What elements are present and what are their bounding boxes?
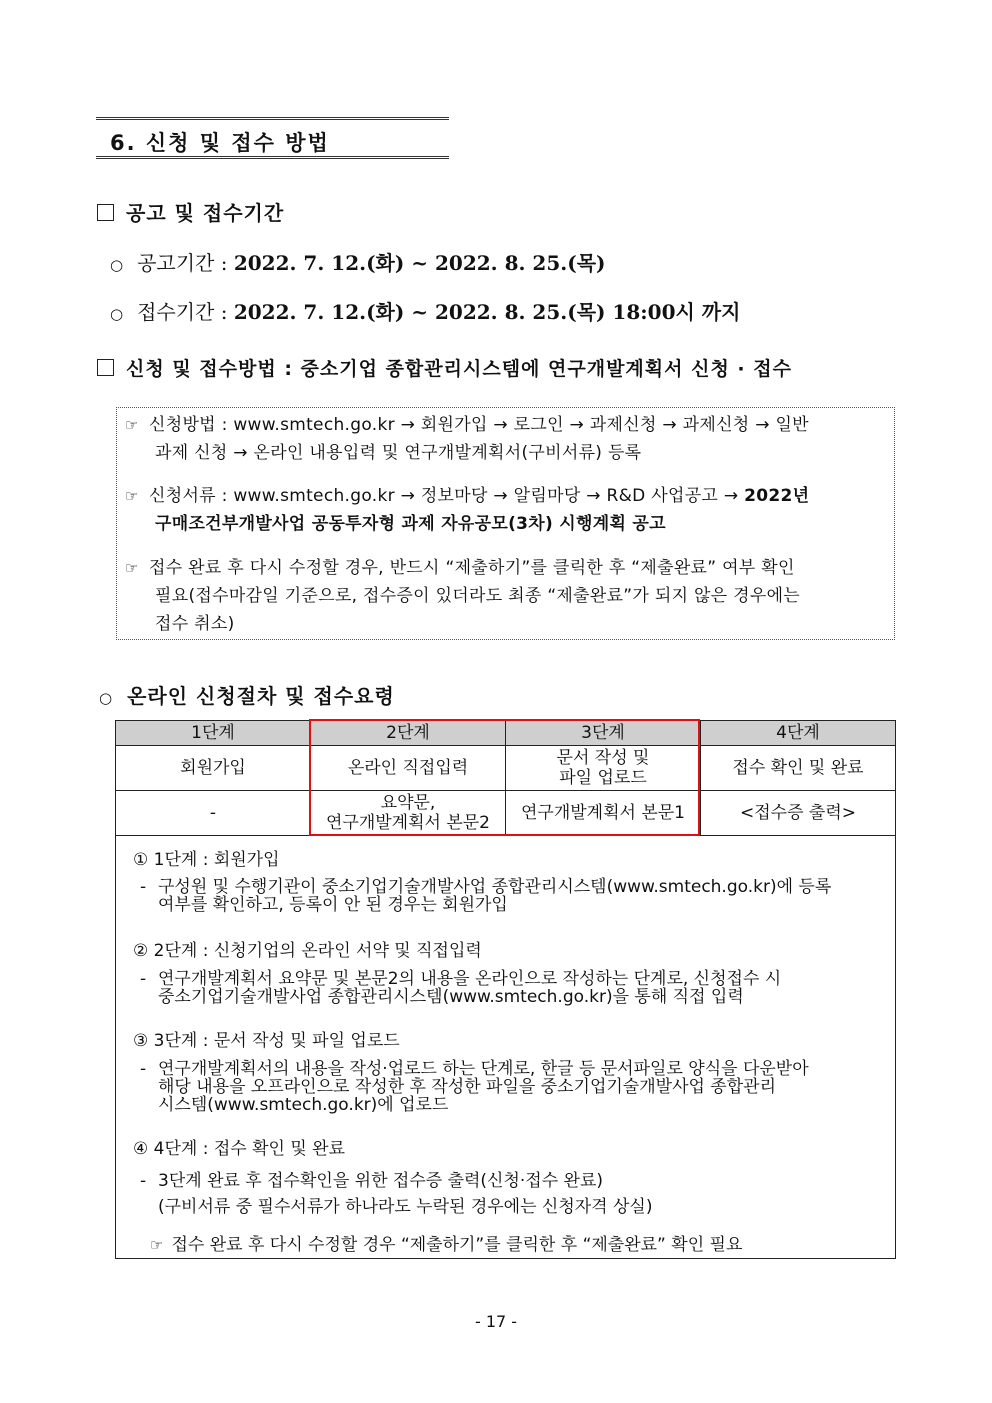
highlight-box-steps-2-3 — [309, 719, 700, 836]
cell-line: 파일 업로드 — [559, 768, 647, 788]
header-step-1: 1단계 — [116, 721, 311, 746]
step-desc — [140, 970, 886, 1006]
notice-item-label: 접수기간 — [137, 300, 215, 324]
notice-item-label: 공고기간 — [137, 251, 215, 275]
table-cell: 연구개발계획서 본문1 — [506, 791, 701, 836]
circle-bullet-icon: ○ — [110, 305, 124, 323]
notice-item-sep: : — [220, 300, 228, 324]
step-desc — [140, 878, 886, 914]
checkbox-square-icon — [97, 204, 114, 221]
notice-item-value: 2022. 7. 12.(화) ~ 2022. 8. 25.(목) — [233, 251, 606, 275]
step-title: ① 1단계 : 회원가입 — [133, 850, 280, 870]
note-line: 신청서류 : www.smtech.go.kr → 정보마당 → 알림마당 → R&D 사업공고 → — [149, 486, 739, 506]
notice-item-announce — [110, 247, 605, 276]
method-heading-text: 신청 및 접수방법 : 중소기업 종합관리시스템에 연구개발계획서 신청 · 접수 — [126, 358, 792, 380]
notice-item-sep: : — [220, 251, 228, 275]
note-line-bold: 구매조건부개발사업 공동투자형 과제 자유공모(3차) 시행계획 공고 — [155, 514, 666, 534]
header-step-4: 4단계 — [701, 721, 896, 746]
dash-bullet: - — [140, 1059, 147, 1079]
desc-line: 해당 내용을 오프라인으로 작성한 후 작성한 파일을 중소기업기술개발사업 종합관리 — [158, 1077, 776, 1097]
notice-heading-text: 공고 및 접수기간 — [126, 201, 285, 225]
table-cell: 온라인 직접입력 — [311, 746, 506, 791]
step-desc — [140, 1168, 886, 1220]
page-number: - 17 - — [474, 1312, 518, 1331]
desc-line: 중소기업기술개발사업 종합관리시스템(www.smtech.go.kr)을 통해 직접 입력 — [158, 987, 744, 1007]
note-line-bold: 2022년 — [744, 486, 810, 506]
step-title: ② 2단계 : 신청기업의 온라인 서약 및 직접입력 — [133, 941, 482, 961]
dash-bullet: - — [140, 877, 147, 897]
table-cell: 회원가입 — [116, 746, 311, 791]
pointing-hand-icon: ☞ — [125, 416, 139, 434]
desc-line: 여부를 확인하고, 등록이 안 된 경우는 회원가입 — [158, 895, 508, 915]
step-title: ④ 4단계 : 접수 확인 및 완료 — [133, 1139, 346, 1159]
desc-line: 시스템(www.smtech.go.kr)에 업로드 — [158, 1095, 449, 1115]
desc-line: 연구개발계획서 요약문 및 본문2의 내용을 온라인으로 작성하는 단계로, 신청접수 시 — [158, 969, 782, 989]
notice-heading — [97, 197, 284, 226]
notice-item-value: 2022. 7. 12.(화) ~ 2022. 8. 25.(목) 18:00시 까지 — [233, 300, 741, 324]
table-cell: - — [116, 791, 311, 836]
circle-bullet-icon: ○ — [110, 256, 124, 274]
header-step-3: 3단계 — [506, 721, 701, 746]
pointing-hand-icon: ☞ — [125, 559, 139, 577]
note-line: 과제 신청 → 온라인 내용입력 및 연구개발계획서(구비서류) 등록 — [155, 443, 642, 463]
final-note — [150, 1230, 742, 1255]
final-note-text: 접수 완료 후 다시 수정할 경우 “제출하기”를 클릭한 후 “제출완료” 확인 필요 — [171, 1235, 743, 1255]
circle-bullet-icon: ○ — [99, 689, 114, 707]
table-cell: <접수증 출력> — [701, 791, 896, 836]
step-descriptions-box — [115, 836, 896, 1259]
dash-bullet: - — [140, 969, 147, 989]
note-line: 신청방법 : www.smtech.go.kr → 회원가입 → 로그인 → 과제신청 → 과제신청 → 일반 — [149, 415, 809, 435]
note-apply-docs — [125, 482, 887, 538]
note-line: 필요(접수마감일 기준으로, 접수증이 있더라도 최종 “제출완료”가 되지 않은 경우에는 — [155, 586, 801, 606]
cell-line: 요약문, — [380, 793, 436, 813]
desc-line: 구성원 및 수행기관이 중소기업기술개발사업 종합관리시스템(www.smtech.go.kr)에 등록 — [158, 877, 832, 897]
dash-bullet: - — [140, 1171, 147, 1191]
step-title: ③ 3단계 : 문서 작성 및 파일 업로드 — [133, 1031, 400, 1051]
cell-line: 연구개발계획서 본문2 — [325, 813, 491, 833]
section-title: 6. 신청 및 접수 방법 — [110, 131, 330, 155]
section-title-box — [96, 117, 449, 159]
online-heading-text: 온라인 신청절차 및 접수요령 — [127, 684, 395, 708]
pointing-hand-icon: ☞ — [125, 487, 139, 505]
cell-line: 문서 작성 및 — [556, 748, 650, 768]
header-step-2: 2단계 — [311, 721, 506, 746]
note-apply-method — [125, 411, 887, 467]
method-heading — [97, 354, 792, 381]
online-heading — [99, 680, 395, 709]
note-resubmit — [125, 554, 887, 638]
table-cell: 접수 확인 및 완료 — [701, 746, 896, 791]
note-line: 접수 완료 후 다시 수정할 경우, 반드시 “제출하기”를 클릭한 후 “제출완료” 여부 확인 — [149, 558, 795, 578]
desc-line: (구비서류 중 필수서류가 하나라도 누락된 경우에는 신청자격 상실) — [158, 1197, 653, 1217]
desc-line: 3단계 완료 후 접수확인을 위한 접수증 출력(신청·접수 완료) — [158, 1171, 604, 1191]
notice-item-receipt — [110, 296, 740, 325]
desc-line: 연구개발계획서의 내용을 작성·업로드 하는 단계로, 한글 등 문서파일로 양식을 다운받아 — [158, 1059, 809, 1079]
checkbox-square-icon — [97, 359, 114, 376]
pointing-hand-icon: ☞ — [150, 1236, 164, 1254]
note-line: 접수 취소) — [155, 614, 235, 634]
method-notes-box — [116, 407, 895, 640]
step-desc — [140, 1060, 886, 1114]
